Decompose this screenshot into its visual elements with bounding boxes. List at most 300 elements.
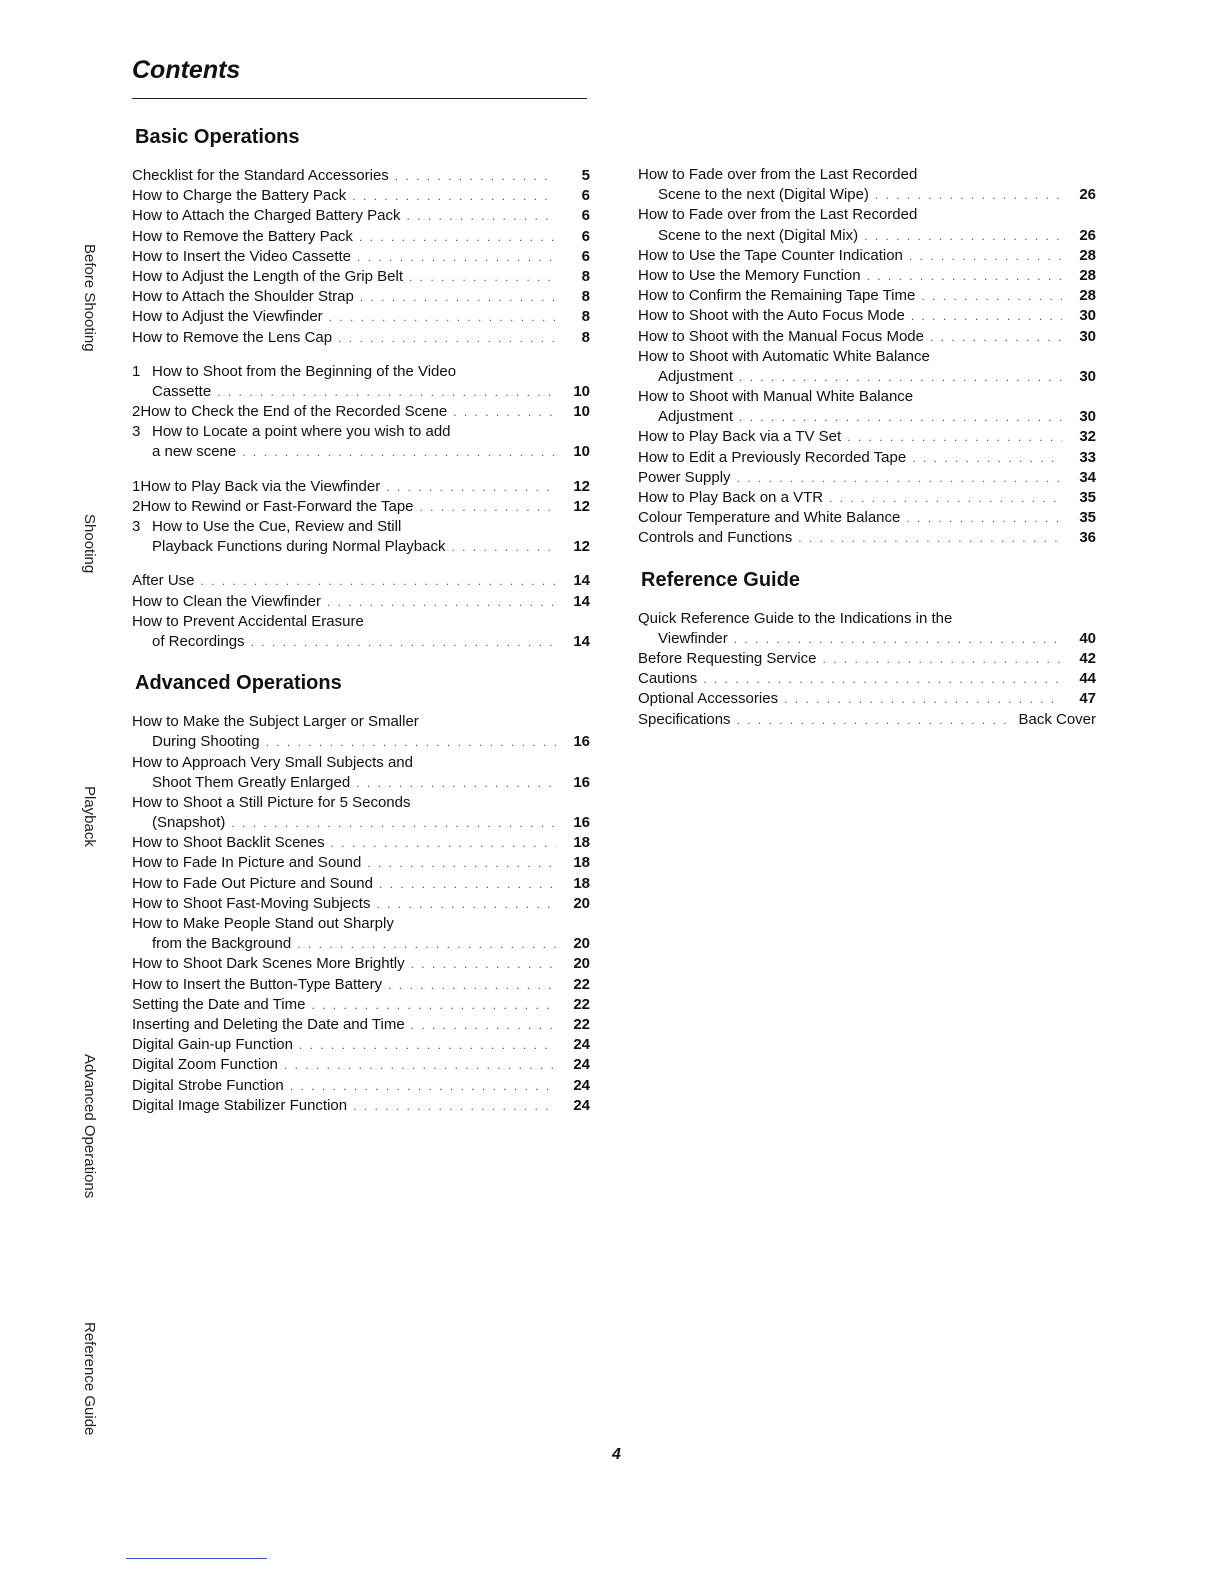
dot-leader (329, 307, 556, 327)
toc-entry-line (132, 793, 590, 813)
toc-page-number: 8 (581, 308, 590, 326)
toc-entry-line (638, 266, 1096, 286)
toc-entry-line (132, 1035, 590, 1055)
toc-entry-line (638, 508, 1096, 528)
toc-entry (638, 448, 1096, 468)
dot-leader (921, 286, 1062, 306)
toc-entry-text: How to Shoot Fast-Moving Subjects (132, 894, 371, 912)
toc-entry-line (638, 286, 1096, 306)
toc-page-number: 26 (1079, 186, 1096, 204)
toc-page-number: 18 (573, 854, 590, 872)
toc-entry-line (638, 710, 1096, 730)
toc-entry-line (132, 1096, 590, 1116)
toc-entry-text: How to Shoot Dark Scenes More Brightly (132, 955, 405, 973)
toc-entry-text: a new scene (152, 443, 237, 461)
toc-entry-line (638, 387, 1096, 407)
toc-entry-line (132, 1076, 590, 1096)
dot-leader (739, 367, 1062, 387)
dot-leader (411, 1015, 556, 1035)
dot-leader (352, 186, 556, 206)
toc-entry-line (132, 287, 590, 307)
toc-page-number: 33 (1079, 448, 1096, 466)
toc-entry-line (132, 477, 590, 497)
toc-page-number: 5 (581, 167, 590, 184)
toc-entry-text: How to Shoot with Manual White Balance (638, 388, 914, 406)
toc-page-number: 10 (573, 382, 590, 400)
toc-entry (132, 1055, 590, 1075)
toc-entry (638, 528, 1096, 548)
toc-entry (638, 387, 1096, 427)
dot-leader (338, 328, 556, 348)
toc-entry-text: Digital Gain-up Function (132, 1036, 293, 1054)
toc-entry-text: How to Approach Very Small Subjects and (132, 753, 413, 771)
toc-entry-text: How to Remove the Lens Cap (132, 328, 333, 346)
toc-entry-line (132, 166, 590, 186)
toc-entry (638, 327, 1096, 347)
toc-entry-line (132, 954, 590, 974)
toc-entry (132, 1015, 590, 1035)
toc-entry-line (132, 402, 590, 422)
toc-page-number: 8 (581, 328, 590, 346)
toc-page-number: 30 (1079, 307, 1096, 325)
toc-entry-number: 3 (132, 518, 141, 535)
dot-leader (379, 874, 556, 894)
toc-entry (638, 488, 1096, 508)
dot-leader (911, 306, 1062, 326)
toc-entry-text: Digital Image Stabilizer Function (132, 1096, 348, 1114)
toc-entry (132, 362, 590, 402)
side-tab-reference-guide: Reference Guide (81, 1322, 98, 1436)
dot-leader (930, 327, 1062, 347)
toc-page-number: 6 (581, 187, 590, 205)
toc-entry-line (132, 517, 590, 537)
toc-entry-text: Scene to the next (Digital Mix) (658, 226, 859, 244)
toc-group (132, 477, 590, 558)
toc-entry-text: Quick Reference Guide to the Indications in the (638, 609, 953, 627)
dot-leader (367, 853, 556, 873)
toc-entry-line (132, 612, 590, 632)
toc-entry-text: How to Prevent Accidental Erasure (132, 612, 364, 630)
dot-leader (451, 537, 556, 557)
dot-leader (847, 427, 1062, 447)
toc-entry (638, 165, 1096, 205)
toc-entry (132, 227, 590, 247)
toc-entry-line (132, 632, 590, 652)
toc-entry-line (638, 327, 1096, 347)
side-tab-advanced-operations: Advanced Operations (81, 1054, 98, 1199)
toc-entry (638, 286, 1096, 306)
dot-leader (357, 247, 556, 267)
toc-page-number: 22 (573, 975, 590, 993)
toc-entry-text: Adjustment (658, 367, 734, 385)
toc-entry-text: How to Use the Cue, Review and Still (152, 518, 402, 535)
toc-page-number: 14 (573, 592, 590, 610)
toc-entry (638, 669, 1096, 689)
dot-leader (867, 266, 1062, 286)
toc-page-number: 42 (1079, 649, 1096, 667)
toc-entry-line (132, 206, 590, 226)
toc-entry-text: How to Fade Out Picture and Sound (132, 874, 373, 892)
toc-entry-text: Optional Accessories (638, 690, 779, 708)
toc-entry-line (638, 367, 1096, 387)
toc-entry-line (132, 307, 590, 327)
toc-page-number: 20 (573, 894, 590, 912)
toc-entry (132, 206, 590, 226)
toc-page-number: 14 (573, 632, 590, 650)
toc-entry-text: How to Charge the Battery Pack (132, 187, 347, 205)
toc-entry-text: from the Background (152, 935, 292, 953)
toc-entry-line (132, 328, 590, 348)
dot-leader (217, 382, 556, 402)
toc-page-number: 30 (1079, 327, 1096, 345)
toc-entry-text: How to Insert the Video Cassette (132, 247, 352, 265)
toc-entry-text: How to Remove the Battery Pack (132, 227, 353, 245)
dot-leader (406, 206, 556, 226)
toc-entry (132, 1096, 590, 1116)
toc-entry-line (132, 894, 590, 914)
toc-entry-text: Cassette (152, 382, 212, 400)
toc-entry (132, 1076, 590, 1096)
toc-entry-line (638, 528, 1096, 548)
toc-entry-text: How to Rewind or Fast-Forward the Tape (140, 497, 414, 515)
toc-entry (132, 166, 590, 186)
dot-leader (331, 833, 556, 853)
toc-page-number: 28 (1079, 287, 1096, 305)
toc-entry-text: Playback Functions during Normal Playback (152, 538, 446, 556)
toc-page-number: 40 (1079, 629, 1096, 647)
toc-entry (132, 995, 590, 1015)
toc-page-number: 28 (1079, 266, 1096, 284)
dot-leader (327, 592, 556, 612)
toc-page-number: 35 (1079, 509, 1096, 527)
dot-leader (420, 497, 556, 517)
toc-entry-line (132, 914, 590, 934)
toc-page-number: 26 (1079, 226, 1096, 244)
toc-entry-line (132, 975, 590, 995)
dot-leader (284, 1055, 556, 1075)
toc-entry-line (132, 362, 590, 382)
dot-leader (784, 689, 1062, 709)
toc-entry (638, 689, 1096, 709)
toc-entry-line (132, 773, 590, 793)
toc-entry-line (638, 246, 1096, 266)
toc-entry-line (132, 833, 590, 853)
toc-page-number: 12 (573, 477, 590, 495)
dot-leader (864, 226, 1062, 246)
toc-entry-text: How to Attach the Charged Battery Pack (132, 207, 401, 225)
toc-entry-line (638, 226, 1096, 246)
toc-page-number: 18 (573, 834, 590, 852)
toc-entry-text: How to Make the Subject Larger or Smaller (132, 713, 419, 731)
advanced-list-right (638, 165, 1096, 549)
toc-entry (132, 477, 590, 497)
toc-entry-text: Checklist for the Standard Accessories (132, 167, 389, 184)
dot-leader (201, 571, 556, 591)
toc-entry-text: Viewfinder (658, 629, 728, 647)
toc-entry-line (132, 537, 590, 557)
toc-page-number: 44 (1079, 670, 1096, 688)
toc-entry (132, 307, 590, 327)
toc-entry (638, 205, 1096, 245)
toc-entry-text: How to Shoot with Automatic White Balance (638, 347, 930, 365)
toc-entry-number: 1 (132, 362, 141, 380)
dot-leader (299, 1035, 556, 1055)
dot-leader (411, 954, 556, 974)
toc-entry-text: Controls and Functions (638, 529, 793, 547)
toc-page-number: 6 (581, 227, 590, 245)
dot-leader (822, 649, 1062, 669)
toc-entry-line (638, 427, 1096, 447)
toc-entry-text: How to Fade over from the Last Recorded (638, 166, 918, 183)
toc-entry-line (132, 1015, 590, 1035)
dot-leader (734, 629, 1062, 649)
toc-page-number: 22 (573, 1015, 590, 1033)
toc-entry-text: Adjustment (658, 408, 734, 426)
toc-entry (132, 267, 590, 287)
toc-entry-text: Inserting and Deleting the Date and Time (132, 1015, 405, 1033)
toc-entry (132, 517, 590, 557)
toc-group (132, 362, 590, 463)
side-tab-before-shooting: Before Shooting (81, 244, 98, 352)
toc-entry-line (638, 347, 1096, 367)
toc-entry (132, 247, 590, 267)
toc-entry-text: Specifications (638, 710, 731, 728)
dot-leader (798, 528, 1062, 548)
toc-page-number: 16 (573, 773, 590, 791)
toc-entry-line (638, 205, 1096, 225)
toc-entry (638, 468, 1096, 488)
dot-leader (703, 669, 1062, 689)
dot-leader (356, 773, 556, 793)
toc-page-number: 47 (1079, 690, 1096, 708)
toc-entry (638, 508, 1096, 528)
toc-entry (132, 874, 590, 894)
toc-entry-text: Power Supply (638, 468, 731, 486)
toc-entry (132, 1035, 590, 1055)
toc-entry-text: How to Attach the Shoulder Strap (132, 288, 354, 306)
toc-entry-line (638, 629, 1096, 649)
toc-entry-text: During Shooting (152, 733, 260, 751)
toc-entry-line (132, 874, 590, 894)
dot-leader (388, 975, 556, 995)
toc-entry-number: 2 (132, 497, 141, 515)
toc-entry-line (638, 448, 1096, 468)
toc-entry-line (638, 407, 1096, 427)
dot-leader (297, 934, 556, 954)
toc-entry (638, 347, 1096, 387)
dot-leader (386, 477, 556, 497)
dot-leader (737, 468, 1062, 488)
toc-entry-line (132, 442, 590, 462)
toc-entry-text: How to Clean the Viewfinder (132, 592, 321, 610)
toc-entry-text: How to Fade In Picture and Sound (132, 854, 362, 872)
basic-groups (132, 166, 590, 652)
toc-entry-line (638, 185, 1096, 205)
toc-entry (638, 649, 1096, 669)
toc-page-number: 18 (573, 874, 590, 892)
toc-page-number: 16 (573, 814, 590, 832)
dot-leader (376, 894, 556, 914)
reference-guide-heading: Reference Guide (641, 568, 800, 591)
toc-entry (132, 914, 590, 954)
toc-entry-line (638, 165, 1096, 185)
toc-group (132, 166, 590, 348)
toc-group (132, 571, 590, 652)
toc-entry-text: How to Shoot with the Manual Focus Mode (638, 327, 924, 345)
toc-entry (638, 306, 1096, 326)
toc-entry-line (132, 753, 590, 773)
toc-entry (132, 712, 590, 752)
toc-entry (132, 793, 590, 833)
toc-entry-text: How to Adjust the Viewfinder (132, 308, 323, 326)
toc-entry (132, 422, 590, 462)
toc-entry-line (132, 422, 590, 442)
toc-page-number: 24 (573, 1056, 590, 1074)
toc-entry-line (132, 1055, 590, 1075)
toc-page-number: 30 (1079, 408, 1096, 426)
toc-entry-line (132, 853, 590, 873)
dot-leader (875, 185, 1062, 205)
toc-page-number: 12 (573, 497, 590, 515)
toc-entry-line (132, 571, 590, 591)
toc-page-number: 22 (573, 995, 590, 1013)
toc-entry-text: (Snapshot) (152, 814, 226, 832)
toc-entry-text: How to Use the Tape Counter Indication (638, 246, 903, 264)
toc-entry-text: How to Make People Stand out Sharply (132, 915, 394, 932)
toc-entry-text: Shoot Them Greatly Enlarged (152, 773, 351, 791)
toc-page-number: 8 (581, 288, 590, 306)
toc-page-number: Back Cover (1018, 710, 1096, 728)
dot-leader (242, 442, 556, 462)
toc-entry (132, 612, 590, 652)
reference-list (638, 609, 1096, 730)
toc-page-number: 32 (1079, 428, 1096, 446)
toc-entry-line (132, 497, 590, 517)
advanced-operations-section (132, 668, 590, 1116)
basic-operations-section (132, 122, 590, 652)
toc-entry-text: How to Edit a Previously Recorded Tape (638, 448, 907, 466)
reference-guide-section (638, 565, 1096, 730)
toc-entry-text: of Recordings (152, 632, 245, 650)
dot-leader (453, 402, 556, 422)
toc-entry (638, 246, 1096, 266)
side-tab-playback: Playback (81, 786, 98, 847)
dot-leader (829, 488, 1062, 508)
toc-page-number: 24 (573, 1096, 590, 1114)
toc-entry-line (132, 712, 590, 732)
toc-entry (132, 186, 590, 206)
toc-entry (638, 266, 1096, 286)
dot-leader (360, 287, 556, 307)
toc-entry-line (638, 689, 1096, 709)
toc-entry (132, 287, 590, 307)
side-tab-shooting: Shooting (81, 514, 98, 574)
toc-entry-number: 1 (132, 477, 141, 495)
toc-page-number: 14 (573, 572, 590, 590)
toc-entry (132, 497, 590, 517)
toc-entry-text: How to Adjust the Length of the Grip Belt (132, 267, 403, 285)
toc-entry (132, 571, 590, 591)
toc-entry-line (638, 488, 1096, 508)
toc-entry (638, 609, 1096, 649)
dot-leader (909, 246, 1062, 266)
dot-leader (290, 1076, 556, 1096)
toc-entry-text: Cautions (638, 670, 698, 688)
toc-entry-text: Digital Strobe Function (132, 1076, 284, 1094)
toc-right-column (638, 165, 1096, 746)
page-number: 4 (612, 1446, 621, 1463)
toc-entry (132, 753, 590, 793)
advanced-operations-heading: Advanced Operations (135, 672, 342, 695)
toc-entry-text: How to Check the End of the Recorded Scene (140, 403, 448, 421)
toc-entry-line (132, 227, 590, 247)
toc-page-number: 34 (1079, 468, 1096, 486)
dot-leader (737, 710, 1013, 730)
basic-operations-heading: Basic Operations (135, 126, 300, 148)
toc-entry (132, 975, 590, 995)
dot-leader (739, 407, 1062, 427)
toc-page-number: 8 (581, 267, 590, 285)
toc-entry (132, 833, 590, 853)
toc-page-number: 12 (573, 538, 590, 556)
toc-entry-line (132, 592, 590, 612)
toc-entry-text: How to Confirm the Remaining Tape Time (638, 287, 916, 305)
toc-page-number: 16 (573, 733, 590, 751)
advanced-list-left (132, 712, 590, 1116)
toc-page-number: 28 (1079, 246, 1096, 264)
toc-page-number: 24 (573, 1076, 590, 1094)
page-title: Contents (132, 56, 241, 84)
dot-leader (353, 1096, 556, 1116)
toc-page-number: 10 (573, 443, 590, 461)
toc-entry (132, 853, 590, 873)
dot-leader (409, 267, 556, 287)
toc-entry-text: How to Shoot with the Auto Focus Mode (638, 307, 905, 325)
toc-entry-text: Digital Zoom Function (132, 1056, 278, 1074)
dot-leader (395, 166, 556, 186)
toc-entry-text: How to Shoot from the Beginning of the Video (152, 362, 457, 380)
dot-leader (906, 508, 1062, 528)
toc-page-number: 35 (1079, 489, 1096, 506)
toc-page-number: 20 (573, 935, 590, 953)
toc-entry-line (638, 649, 1096, 669)
toc-entry-text: How to Shoot Backlit Scenes (132, 834, 325, 852)
toc-entry-text: How to Play Back on a VTR (638, 489, 824, 506)
toc-entry-text: Scene to the next (Digital Wipe) (658, 186, 869, 204)
toc-entry-text: How to Play Back via a TV Set (638, 428, 842, 446)
toc-entry-line (132, 382, 590, 402)
toc-entry (132, 402, 590, 422)
toc-entry-line (638, 609, 1096, 629)
title-rule (132, 98, 587, 99)
dot-leader (266, 732, 556, 752)
toc-entry-line (132, 247, 590, 267)
toc-entry-text: How to Insert the Button-Type Battery (132, 975, 383, 993)
toc-page-number: 20 (573, 955, 590, 973)
toc-entry-text: Setting the Date and Time (132, 995, 306, 1013)
toc-entry-number: 2 (132, 403, 141, 421)
toc-page-number: 10 (573, 403, 590, 421)
toc-page-number: 6 (581, 247, 590, 265)
toc-entry-line (132, 995, 590, 1015)
toc-entry-text: How to Shoot a Still Picture for 5 Seconds (132, 793, 411, 811)
toc-entry-line (638, 669, 1096, 689)
toc-entry (638, 710, 1096, 730)
toc-entry-line (638, 306, 1096, 326)
toc-entry-text: How to Use the Memory Function (638, 266, 861, 284)
toc-entry-text: After Use (132, 572, 195, 590)
toc-entry-line (132, 186, 590, 206)
